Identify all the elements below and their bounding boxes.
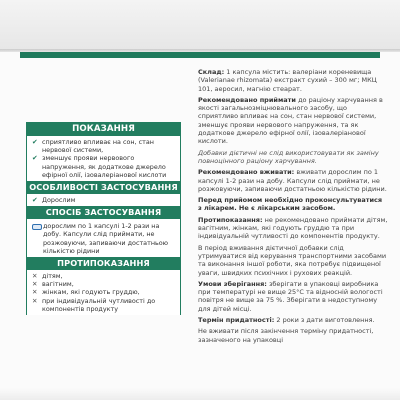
box-top-edge [0, 0, 400, 52]
list-item: ✔ сприятливо впливає на сон, стан нервової системи, [32, 138, 154, 155]
info-panel-left [26, 122, 181, 315]
cross-icon: ✕ [32, 280, 38, 289]
expiry-note: Не вживати після закінчення терміну придатності, зазначеного на упаковці [198, 327, 374, 344]
list-item: ✔ Дорослим [32, 196, 76, 205]
bottom-shadow [0, 388, 400, 400]
cross-icon: ✕ [32, 272, 38, 281]
green-strip [20, 52, 380, 58]
usage-body [26, 219, 181, 257]
list-item: ✕ вагітним, [32, 280, 74, 289]
supplement-note: Добавки дієтичні не слід використовувати як заміну повноцінного раціону харчування. [198, 148, 379, 165]
contraindications: Протипоказання: не рекомендовано приймати дітям, вагітним, жінкам, які годують груддю та при індивідуальній чутливості до компонентів продукту. [198, 215, 388, 241]
check-icon: ✔ [32, 196, 38, 205]
shelf-life: Термін придатності: 2 роки з дати виготовлення. [198, 316, 375, 325]
features-body [26, 194, 181, 206]
contraindications-header: ПРОТИПОКАЗАННЯ [26, 257, 181, 270]
indications-body [26, 136, 181, 181]
recommended-intake: Рекомендовано приймати до раціону харчування в якості загальнозміцнювального засобу, що сприятливо впливає на сон, стан нервової системи, зменшує прояви нервового напруження, та як додаткове джерело ефірної олії, ізовалеріанової кислоти. [198, 95, 383, 146]
list-item: ✕ при індивідуальній чутливості до компонентів продукту [32, 296, 156, 313]
indications-header: ПОКАЗАННЯ [26, 122, 181, 136]
cross-icon: ✕ [32, 288, 38, 297]
features-header: ОСОБЛИВОСТІ ЗАСТОСУВАННЯ [26, 181, 181, 194]
list-item: ✕ дітям, [32, 272, 63, 281]
list-item: ✔ зменшує прояви нервового напруження, як додаткове джерело ефірної олії, ізовалеріанової кислоти [32, 154, 167, 179]
recommended-dose: Рекомендовано вживати: вживати дорослим по 1 капсулі 1-2 рази на добу. Капсули слід приймати, не розжовуючи, запиваючи достатньою кількістю рідини. [198, 168, 387, 193]
check-icon: ✔ [32, 154, 38, 163]
info-panel-right [198, 68, 388, 347]
usage-header: СПОСІБ ЗАСТОСУВАННЯ [26, 206, 181, 219]
storage: Умови зберігання: зберігати в упаковці виробника при температурі не вище 25°С та відносній вологості повітря не вище за 75 %. Зберігати в недоступному для дітей місці. [198, 279, 383, 313]
composition: Склад: 1 капсула містить: валеріани кореневища (Valerianae rhizomata) екстракт сухий – 300 мг; МКЦ 101, аеросил, магнію стеарат. [198, 68, 377, 93]
list-item: ✕ жінкам, які годують груддю, [32, 288, 140, 297]
check-icon: ✔ [32, 138, 38, 146]
list-item: дорослим по 1 капсулі 1-2 рази на добу. Капсули слід приймати, не розжовуючи, запиваючи достатньою кількістю рідини [31, 222, 176, 255]
driving-note: В період вживання дієтичної добавки слід утримуватися від керування транспортними засобами та виконання іншої роботи, яка потребує підвищеної уваги, швидких психічних і рухових реакцій. [198, 243, 387, 277]
consult-warning: Перед прийомом необхідно проконсультуватися з лікарем. Не є лікарським засобом. [198, 196, 383, 213]
contraindications-body [26, 270, 181, 315]
cross-icon: ✕ [32, 296, 38, 305]
capsule-icon [32, 224, 42, 230]
